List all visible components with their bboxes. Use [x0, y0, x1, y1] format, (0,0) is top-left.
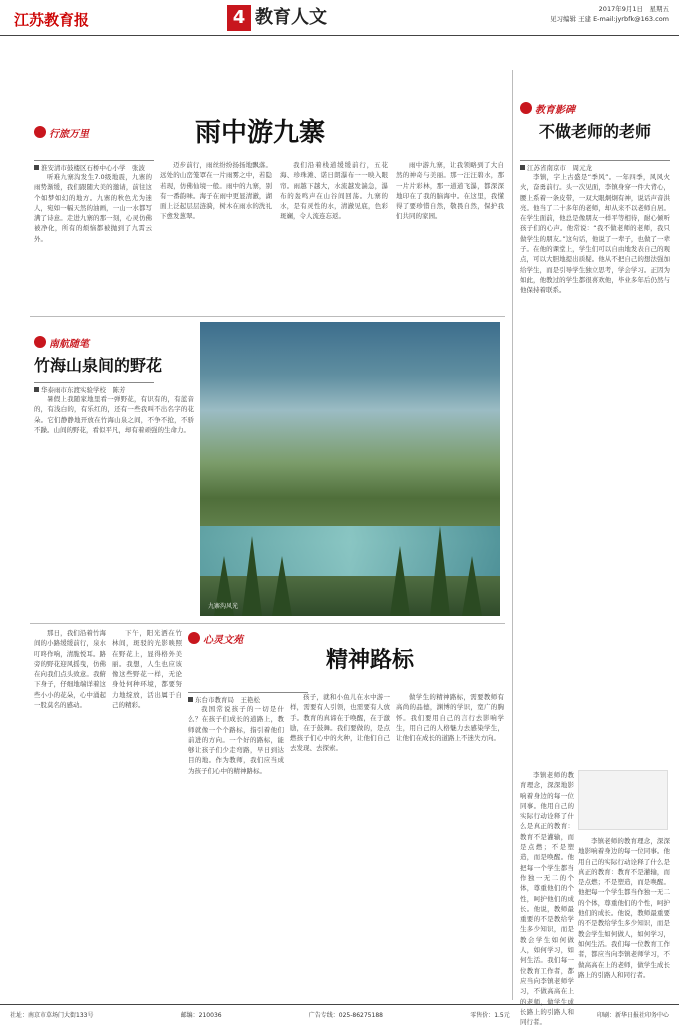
- footer-print: 印刷：新华日报社印务中心: [596, 1012, 669, 1019]
- article-byline: 淮安清市鼓楼区石桥中心小学 张波: [34, 160, 154, 172]
- column-tag: 教育影碑: [520, 100, 575, 116]
- tag-dot-icon: [34, 126, 46, 138]
- column-tag: 行旅万里: [34, 124, 89, 140]
- tag-dot-icon: [188, 632, 200, 644]
- article-text: 听难九寨沟发生7.0级地震，九寨的雨势渐缓，我们跟随大美的邀请，前往这个如梦如幻的地方。九寨的秋色尤为迷人，宛如一幅天然的油画，一山一水都写满了诗意。走进九寨的那一刻，心灵仿佛被净化，所有的烦恼都被抛到了九霄云外。: [34, 173, 152, 243]
- footer-ad-phone: 广告专线：025-86275188: [308, 1012, 383, 1019]
- section-divider: [30, 623, 505, 624]
- article-byline: 江苏省南京市 周元龙: [520, 160, 670, 172]
- article-headline: 精神路标: [325, 648, 414, 673]
- tag-dot-icon: [520, 102, 532, 114]
- section-title: 教育人文: [255, 7, 327, 28]
- page-number: 4: [227, 5, 251, 31]
- scenery-photo: [200, 322, 500, 616]
- header-meta: [550, 4, 669, 24]
- article-text: 下午，阳光洒在竹林间，斑驳的光影映照在野花上，显得格外美丽。我想，人生也应该像这些野花一样，无论身处何种环境，都要努力地绽放，活出属于自己的精彩。: [112, 629, 182, 710]
- article-headline: 雨中游九寨: [194, 118, 325, 148]
- article-text: 雨中游九寨，让我领略到了大自然的神奇与美丽。那一汪汪碧水，那一片片彩林，那一道道飞瀑，都深深地印在了我的脑海中。在这里，我懂得了要珍惜自然，敬畏自然，保护我们共同的家园。: [396, 161, 504, 221]
- footer-address: 社址：南京市草场门大街133号: [10, 1012, 94, 1019]
- article-text: 李镇老师的教育理念，深深地影响着身边的每一位同事。他用自己的实际行动诠释了什么是真正的教育：教育不是灌输，而是点燃；不是塑造，而是唤醒。他把每一个学生都当作独一无二的个体，尊重他们的个性，呵护他们的成长。他说，教师最重要的不是教给学生多少知识，而是教会学生如何做人，如何学习，如何生活。我们每一位教育工作者，都应当向李镇老师学习，不做高高在上的老师，做学生成长路上的引路人和同行者。: [520, 771, 574, 1027]
- article-text: 做学生的精神路标，需要教师有高尚的品德，渊博的学识，宽广的胸怀。我们要用自己的言行去影响学生，用自己的人格魅力去感染学生，让他们在成长的道路上不迷失方向。: [396, 693, 504, 743]
- article-text: 我们沿着栈道缓缓前行，五花海、珍珠滩、诺日朗瀑布一一映入眼帘。雨越下越大，水流越发湍急，瀑布的轰鸣声在山谷间回荡。九寨的水，是有灵性的水，清澈见底，色彩斑斓，令人流连忘返。: [280, 161, 388, 221]
- article-text: 我国常说孩子的一切是什么？在孩子们成长的道路上，教师就像一个个路标，指引着他们前进的方向。一个好的路标，能够让孩子们少走弯路，早日到达目的地。作为教师，我们应当成为孩子们心中的精神路标。: [188, 705, 284, 775]
- article-headline: 竹海山泉间的野花: [34, 356, 163, 375]
- column-tag: 南航随笔: [34, 334, 89, 350]
- page-header: [0, 0, 679, 36]
- tree: [272, 556, 292, 616]
- tag-dot-icon: [34, 336, 46, 348]
- page-footer: [0, 1004, 679, 1024]
- tree: [430, 526, 450, 616]
- article-text: 李镇老师的教育理念，深深地影响着身边的每一位同事。他用自己的实际行动诠释了什么是真正的教育：教育不是灌输，而是点燃；不是塑造，而是唤醒。他把每一个学生都当作独一无二的个体，尊重他们的个性，呵护他们的成长。他说，教师最重要的不是教给学生多少知识，而是教会学生如何做人，如何学习，如何生活。我们每一位教育工作者，都应当向李镇老师学习，不做高高在上的老师，做学生成长路上的引路人和同行者。: [578, 837, 670, 979]
- article-byline: 华泰雨市东渡实验学校 陈芳: [34, 382, 154, 394]
- illustration: [578, 770, 668, 830]
- tree: [462, 556, 482, 616]
- article-text: 李镇，字上古盛是“季风”。一年四季，风风火火，奋勇前行。头一次见面，李镇身穿一件大背心，腰上系着一条皮带，一双大眼炯炯有神，说话声音洪亮。他当了二十多年的老师，却从来不以老师自居。在学生面前，他总是像朋友一样平等相待，耐心倾听孩子们的心声。他常说：“我不做老师的老师，我只做学生的朋友。”这句话，他说了一辈子，也做了一辈子。在他的课堂上，学生们可以自由地发表自己的观点，可以大胆地提出质疑。他从不把自己的想法强加给学生，而是引导学生独立思考，学会学习。正因为如此，他教过的学生都很喜欢他，毕业多年后仍然与他保持着联系。: [520, 173, 670, 295]
- tree: [390, 546, 410, 616]
- section-divider: [30, 316, 505, 317]
- column-tag: 心灵文苑: [188, 630, 243, 646]
- article-text: 那日，我们沿着竹海间的小路缓缓前行，泉水叮咚作响，清脆悦耳。路旁的野花迎风摇曳，仿佛在向我们点头致意。我俯下身子，仔细地端详着这些小小的花朵，心中涌起一股莫名的感动。: [34, 629, 106, 710]
- column-divider: [512, 70, 513, 1000]
- footer-price: 零售价：1.5元: [470, 1012, 510, 1019]
- footer-postcode: 邮编：210036: [180, 1012, 222, 1019]
- editor-line: 见习编辑 王建 E-mail:jyrbfk@163.com: [549, 15, 669, 23]
- article-text: 暑假上我随家地里看一弹野花，有识有的，有蓝音的，有浅白的，有乐红的，还有一些我叫不出名字的花朵。它们静静地开放在竹海山泉之间，不争不抢，不骄不躁。山间的野花，看似平凡，却有着顽强的生命力。: [34, 395, 194, 434]
- article-headline: 不做老师的老师: [538, 122, 651, 141]
- article-text: 孩子，就和小鱼儿在水中游一样，需要有人引领，也需要有人放手。教育的真谛在于唤醒，在于激励，在于鼓舞。我们要做的，是点燃孩子们心中的火种，让他们自己去发现、去探索。: [290, 693, 390, 753]
- newspaper-logo: 江苏教育报: [14, 11, 90, 29]
- date-line: 2017年9月1日 星期五: [598, 5, 669, 13]
- tree: [242, 536, 262, 616]
- article-text: 迈步前行，雨丝纷纷扬扬地飘落。远处的山峦笼罩在一片雨雾之中，若隐若现，仿佛仙境一般。雨中的九寨，别有一番韵味。海子在雨中更显清澈，湖面上泛起层层涟漪，树木在雨水的洗礼下愈发葱翠。: [160, 161, 272, 221]
- article-byline: 东台市教育局 王艳松: [188, 692, 308, 704]
- photo-caption: 九寨沟风光: [208, 603, 239, 610]
